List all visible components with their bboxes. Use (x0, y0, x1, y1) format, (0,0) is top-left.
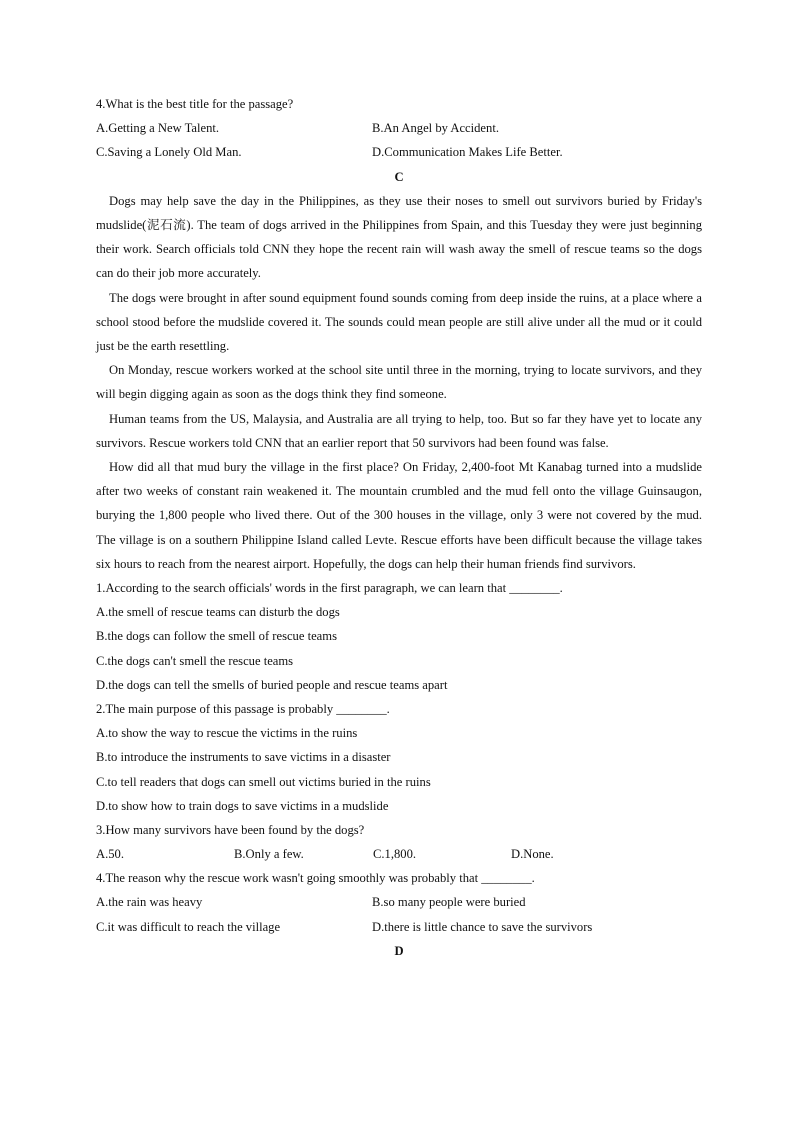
section-heading-c: C (394, 169, 404, 184)
option-d: D.None. (511, 847, 554, 862)
option-row (96, 842, 702, 866)
question-stem: 4.What is the best title for the passage? (96, 97, 294, 111)
option-c: C.Saving a Lonely Old Man. (96, 145, 242, 160)
option-c: C.it was difficult to reach the village (96, 919, 281, 934)
option-a: A.to show the way to rescue the victims in the ruins (96, 726, 358, 741)
option-row (96, 140, 702, 164)
option-a: A.the smell of rescue teams can disturb the dogs (96, 605, 340, 620)
passage-paragraph: On Monday, rescue workers worked at the school site until three in the morning, trying to locate survivors, and they will begin digging again as soon as the dogs think they find someone. (96, 363, 702, 402)
option-a: A.the rain was heavy (96, 895, 203, 910)
option-d: D.there is little chance to save the survivors (372, 919, 593, 934)
option-c: C.to tell readers that dogs can smell out victims buried in the ruins (96, 774, 431, 789)
question-stem: 3.How many survivors have been found by the dogs? (96, 822, 365, 837)
option-c: C.1,800. (373, 847, 417, 862)
option-b: B.so many people were buried (372, 895, 526, 910)
option-b: B.to introduce the instruments to save victims in a disaster (96, 750, 391, 765)
option-a: A.50. (96, 847, 124, 862)
option-a: A.Getting a New Talent. (96, 121, 220, 136)
question-stem: 2.The main purpose of this passage is probably ________. (96, 701, 390, 716)
option-d: D.to show how to train dogs to save victims in a mudslide (96, 798, 389, 813)
option-b: B.An Angel by Accident. (372, 121, 499, 136)
section-heading-d: D (394, 943, 404, 958)
passage-paragraph: Dogs may help save the day in the Philippines, as they use their noses to smell out survivors buried by Friday's mudslide(泥石流). The team of dogs arrived in the Philippines from Spain, and this Tuesday they were just beginning their work. Search officials told CNN they hope the recent rain will wash away the smell of rescue teams so the dogs can do their job more accurately. (96, 193, 702, 281)
option-row (96, 116, 702, 140)
option-row (96, 915, 702, 939)
exam-page (96, 92, 702, 963)
passage-paragraph: Human teams from the US, Malaysia, and Australia are all trying to help, too. But so far they have yet to locate any survivors. Rescue workers told CNN that an earlier report that 50 survivors had been found was false. (96, 411, 702, 450)
option-row (96, 890, 702, 914)
option-c: C.the dogs can't smell the rescue teams (96, 653, 294, 668)
passage-paragraph: How did all that mud bury the village in the first place? On Friday, 2,400-foot Mt Kanabag turned into a mudslide after two weeks of constant rain weakened it. The mountain crumbled and the mud fell onto the village Guinsaugon, burying the 1,800 people who lived there. Out of the 300 houses in the village, only 3 were not covered by the mud. The village is on a southern Philippine Island called Levte. Rescue efforts have been difficult because the village takes six hours to reach from the nearest airport. Hopefully, the dogs can help their human friends find survivors. (96, 459, 702, 571)
question-stem: 1.According to the search officials' words in the first paragraph, we can learn that ________. (96, 581, 563, 595)
option-b: B.Only a few. (234, 847, 304, 862)
option-d: D.Communication Makes Life Better. (372, 145, 563, 160)
question-stem: 4.The reason why the rescue work wasn't going smoothly was probably that ________. (96, 871, 535, 886)
option-d: D.the dogs can tell the smells of buried people and rescue teams apart (96, 677, 448, 692)
passage-paragraph: The dogs were brought in after sound equipment found sounds coming from deep inside the ruins, at a place where a school stood before the mudslide covered it. The sounds could mean people are still alive under all the mud or it could just be the earth resettling. (96, 290, 702, 353)
option-b: B.the dogs can follow the smell of rescue teams (96, 629, 337, 644)
